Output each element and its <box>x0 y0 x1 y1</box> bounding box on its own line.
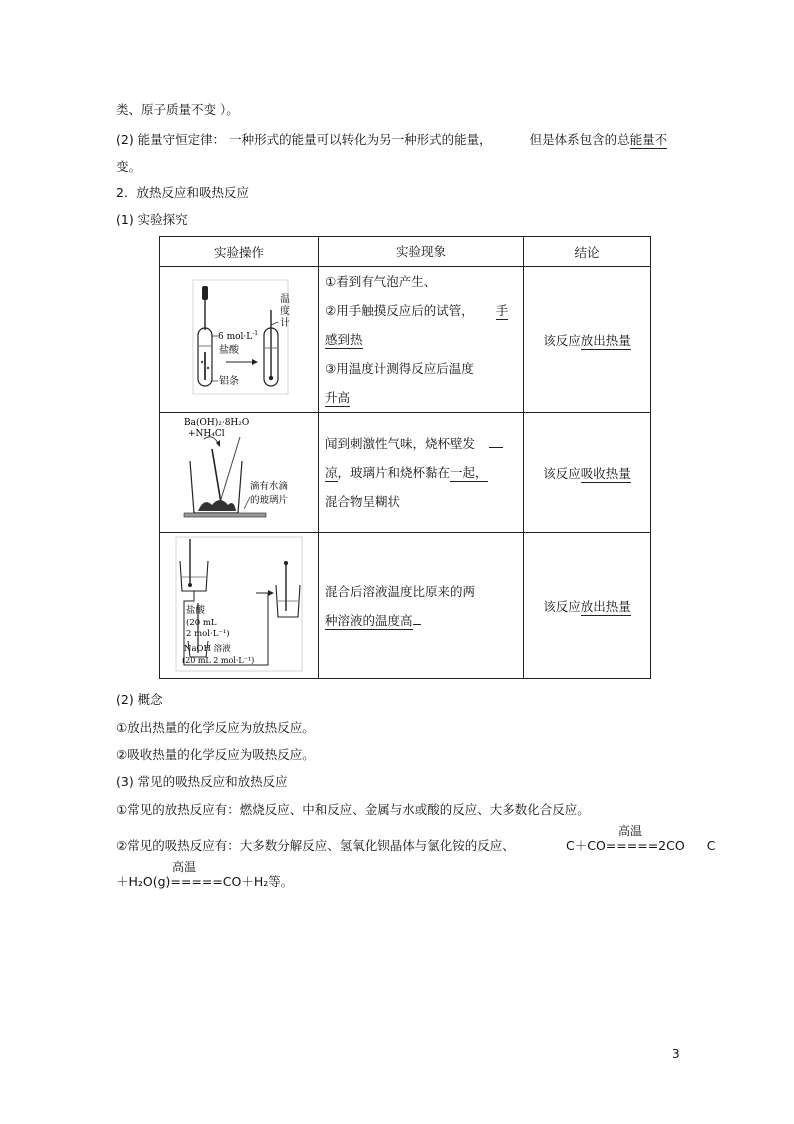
hcl-volume-label: (20 mL <box>186 618 217 628</box>
concept-line-2: ②吸收热量的化学反应为吸热反应。 <box>116 747 315 762</box>
phenomenon-line: 种溶液的温度高 <box>325 606 517 635</box>
glass-label-2: 的玻璃片 <box>250 495 289 506</box>
phenomenon-line: ③用温度计测得反应后温度 <box>325 361 474 376</box>
aluminum-strip-label: 铝条 <box>219 376 239 387</box>
reagent-label-2: +NH₄Cl <box>188 429 225 439</box>
phenomenon-cell-3 <box>319 533 524 679</box>
condition-high-temp: 高温 <box>172 860 197 874</box>
naoh-concentration-label: (20 mL 2 mol·L⁻¹) <box>182 656 255 665</box>
hcl-concentration-label: 2 mol·L⁻¹) <box>186 629 230 639</box>
blank-answer: 感到热 <box>325 332 363 347</box>
section-heading: 2．放热反应和吸热反应 <box>116 185 249 200</box>
blank-answer: 升高 <box>325 390 351 405</box>
experiment-table <box>159 236 651 679</box>
hcl-label: 盐酸 <box>219 345 239 356</box>
thermometer-label-3: 计 <box>280 318 290 329</box>
blank-answer: 手 <box>495 303 509 318</box>
text-line-1: 类、原子质量不变 ）。 <box>116 102 239 117</box>
figure-neutralization <box>160 533 319 679</box>
blank-answer: 放出热量 <box>580 598 631 614</box>
endothermic-examples: ②常见的吸热反应有：大多数分解反应、氢氧化钡晶体与氯化铵的反应、 <box>116 838 515 853</box>
acid-concentration-label: 6 $mol\cdot L^{-1}$ <box>218 330 259 342</box>
subsection-heading: (1) 实验探究 <box>116 212 188 227</box>
blank-answer: 凉 <box>325 465 338 480</box>
conclusion-cell-1: 该反应放出热量 <box>524 267 651 413</box>
blank-answer <box>413 623 421 625</box>
phenomenon-line <box>325 383 517 412</box>
conclusion-cell-3: 该反应放出热量 <box>524 533 651 679</box>
blank-answer: 能量不 <box>629 132 668 147</box>
reagent-label-1: Ba(OH)₂·8H₂O <box>184 418 250 428</box>
thermometer-label-1: 温 <box>280 294 290 305</box>
glass-label-1: 滴有水滴 <box>250 481 289 492</box>
table-header-operation: 实验操作 <box>160 237 319 267</box>
figure-barium-hydroxide <box>160 413 319 533</box>
text-line-3: 变。 <box>116 159 142 174</box>
common-reactions-heading: (3) 常见的吸热反应和放热反应 <box>116 774 288 789</box>
concept-line-1: ①放出热量的化学反应为放热反应。 <box>116 720 315 735</box>
condition-high-temp: 高温 <box>618 824 643 838</box>
exothermic-examples: ①常见的放热反应有：燃烧反应、中和反应、金属与水或酸的反应、大多数化合反应。 <box>116 802 590 817</box>
table-header-phenomenon: 实验现象 <box>319 237 524 267</box>
phenomenon-line: 混合物呈糊状 <box>325 494 401 509</box>
blank-answer <box>489 446 503 448</box>
energy-conservation-line <box>116 130 667 148</box>
hcl-label-2: 盐酸 <box>186 605 206 616</box>
phenomenon-line <box>325 325 517 354</box>
phenomenon-cell-2 <box>319 413 524 533</box>
blank-answer: 一起 <box>450 465 476 480</box>
phenomenon-line: 混合后溶液温度比原来的两 <box>325 583 476 599</box>
phenomenon-line: ②用手触摸反应后的试管， 手 <box>325 303 509 318</box>
energy-conservation-text: (2) 能量守恒定律： 一种形式的能量可以转化为另一种形式的能量， <box>116 132 492 147</box>
naoh-label: NaOH 溶液 <box>184 644 231 654</box>
figure-aluminum-acid <box>160 267 319 413</box>
conclusion-cell-2: 该反应吸收热量 <box>524 413 651 533</box>
page-number: 3 <box>672 1047 680 1061</box>
concept-heading: (2) 概念 <box>116 692 163 707</box>
blank-answer: 放出热量 <box>580 332 631 348</box>
phenomenon-line: 闻到刺激性气味，烧杯壁发 <box>325 429 517 458</box>
phenomenon-cell-1 <box>319 267 524 413</box>
phenomenon-line: ①看到有气泡产生、 <box>325 274 437 289</box>
blank-answer: ， <box>475 465 488 480</box>
table-header-conclusion: 结论 <box>524 237 651 267</box>
blank-answer: 吸收热量 <box>580 465 631 481</box>
energy-conservation-text-2: 但是体系包含的总 <box>529 132 630 147</box>
phenomenon-line: 凉，玻璃片和烧杯黏在一起， <box>325 465 488 480</box>
thermometer-label-2: 度 <box>280 306 290 317</box>
